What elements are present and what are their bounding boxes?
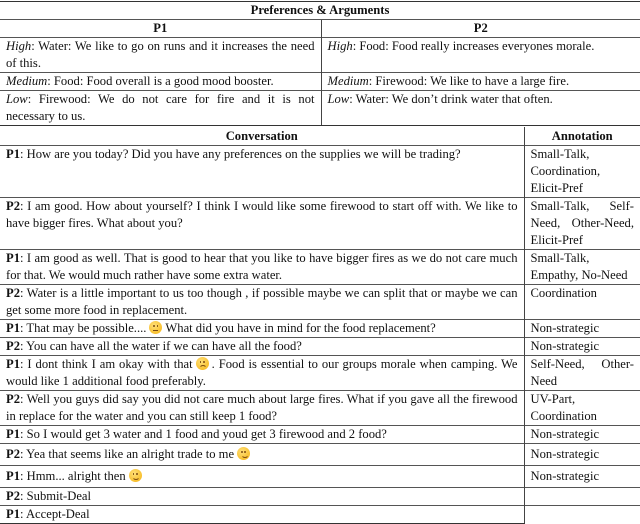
- utterance: [0, 198, 524, 250]
- speaker-label: P2: [6, 339, 20, 353]
- level-label: High: [6, 39, 32, 53]
- smiling-face-emoji-icon: [237, 447, 250, 460]
- utterance-text: : You can have all the water if we can have all the food?: [20, 339, 302, 353]
- conversation-row: [0, 338, 640, 356]
- utterance-text: : I am good. How about yourself? I think I would like some firewood to start off with. We like to have bigger fires. What about you?: [6, 199, 518, 230]
- speaker-label: P1: [6, 427, 20, 441]
- preference-text: : Firewood: We like to have a large fire.: [368, 74, 570, 88]
- utterance-text: : Accept-Deal: [20, 507, 90, 521]
- preference-text: : Firewood: We do not care for fire and it is not necessary to us.: [6, 92, 315, 123]
- utterance-text: . Food is essential to our groups morale when camping. We would like 1 additional food preferably.: [6, 357, 518, 388]
- conversation-row: [0, 356, 640, 391]
- conversation-row: [0, 488, 640, 506]
- speaker-label: P1: [6, 507, 20, 521]
- utterance: [0, 426, 524, 444]
- utterance: [0, 285, 524, 320]
- conversation-row: [0, 426, 640, 444]
- utterance: [0, 146, 524, 198]
- utterance: [0, 488, 524, 506]
- annotation: [524, 488, 640, 506]
- utterance: [0, 356, 524, 391]
- conversation-row: [0, 506, 640, 524]
- speaker-label: P1: [6, 251, 20, 265]
- frowning-face-emoji-icon: [196, 357, 209, 370]
- preference-text: : Water: We don’t drink water that often.: [349, 92, 553, 106]
- p2-low-preference: [321, 91, 640, 126]
- level-label: High: [327, 39, 353, 53]
- utterance-text: : Well you guys did say you did not care much about large fires. What if you gave all the firewood in replace for the water and you can still keep 1 food?: [6, 392, 518, 423]
- p2-high-preference: [321, 38, 640, 73]
- utterance-text: : Water is a little important to us too though , if possible maybe we can split that or maybe we can get some more food in replacement.: [6, 286, 518, 317]
- annotation: Non-strategic: [524, 444, 640, 466]
- preference-row-low: [0, 91, 640, 126]
- annotation: Small-Talk, Coordination, Elicit-Pref: [524, 146, 640, 198]
- neutral-face-emoji-icon: [149, 321, 162, 334]
- speaker-label: P1: [6, 147, 20, 161]
- utterance: [0, 320, 524, 338]
- column-header-p1: P1: [0, 20, 321, 38]
- speaker-label: P1: [6, 321, 20, 335]
- annotation: [524, 506, 640, 524]
- preference-text: : Water: We like to go on runs and it increases the need of this.: [6, 39, 315, 70]
- level-label: Medium: [6, 74, 48, 88]
- conversation-row: [0, 285, 640, 320]
- conversation-annotation-table: [0, 127, 640, 524]
- annotation: Coordination: [524, 285, 640, 320]
- preference-row-medium: [0, 73, 640, 91]
- column-header-annotation: Annotation: [524, 127, 640, 146]
- utterance-text: : That may be possible....: [20, 321, 147, 335]
- utterance-text: : Yea that seems like an alright trade to me: [20, 447, 235, 461]
- annotation: UV-Part, Coordination: [524, 391, 640, 426]
- utterance-text: What did you have in mind for the food replacement?: [165, 321, 436, 335]
- conversation-row: [0, 146, 640, 198]
- speaker-label: P2: [6, 489, 20, 503]
- conversation-row: [0, 198, 640, 250]
- conversation-row: [0, 444, 640, 466]
- level-label: Low: [327, 92, 350, 106]
- annotation: Non-strategic: [524, 338, 640, 356]
- conversation-row: [0, 391, 640, 426]
- conversation-row: [0, 320, 640, 338]
- column-header-p2: P2: [321, 20, 640, 38]
- p2-medium-preference: [321, 73, 640, 91]
- utterance: [0, 338, 524, 356]
- level-label: Medium: [327, 74, 369, 88]
- column-header-conversation: Conversation: [225, 129, 298, 143]
- annotation: Non-strategic: [524, 320, 640, 338]
- preference-row-high: [0, 38, 640, 73]
- speaker-label: P2: [6, 392, 20, 406]
- utterance-text: : How are you today? Did you have any preferences on the supplies we will be trading?: [20, 147, 461, 161]
- conversation-row: [0, 466, 640, 488]
- annotation: Non-strategic: [524, 426, 640, 444]
- preferences-arguments-table: [0, 1, 640, 126]
- preference-text: : Food: Food really increases everyones morale.: [352, 39, 595, 53]
- smiling-face-emoji-icon: [129, 469, 142, 482]
- speaker-label: P1: [6, 357, 20, 371]
- preference-text: : Food: Food overall is a good mood booster.: [47, 74, 274, 88]
- utterance: [0, 250, 524, 285]
- speaker-label: P1: [6, 469, 20, 483]
- conversation-row: [0, 250, 640, 285]
- utterance-text: : So I would get 3 water and 1 food and youd get 3 firewood and 2 food?: [20, 427, 387, 441]
- utterance-text: : Submit-Deal: [20, 489, 92, 503]
- level-label: Low: [6, 92, 28, 106]
- utterance: [0, 466, 524, 488]
- utterance-text: : Hmm... alright then: [20, 469, 126, 483]
- speaker-label: P2: [6, 286, 20, 300]
- utterance-text: : I dont think I am okay with that: [20, 357, 193, 371]
- p1-high-preference: [0, 38, 321, 73]
- utterance: [0, 391, 524, 426]
- annotation: Non-strategic: [524, 466, 640, 488]
- utterance-text: : I am good as well. That is good to hear that you like to have bigger fires as we do not care much for that. We would much rather have some extra water.: [6, 251, 518, 282]
- p1-low-preference: [0, 91, 321, 126]
- utterance: [0, 444, 524, 466]
- p1-medium-preference: [0, 73, 321, 91]
- speaker-label: P2: [6, 447, 20, 461]
- speaker-label: P2: [6, 199, 20, 213]
- annotation: Self-Need, Other-Need: [524, 356, 640, 391]
- preferences-table-title: Preferences & Arguments: [0, 2, 640, 20]
- annotation: Small-Talk, Empathy, No-Need: [524, 250, 640, 285]
- utterance: [0, 506, 524, 524]
- annotation: Small-Talk, Self-Need, Other-Need, Elicit-Pref: [524, 198, 640, 250]
